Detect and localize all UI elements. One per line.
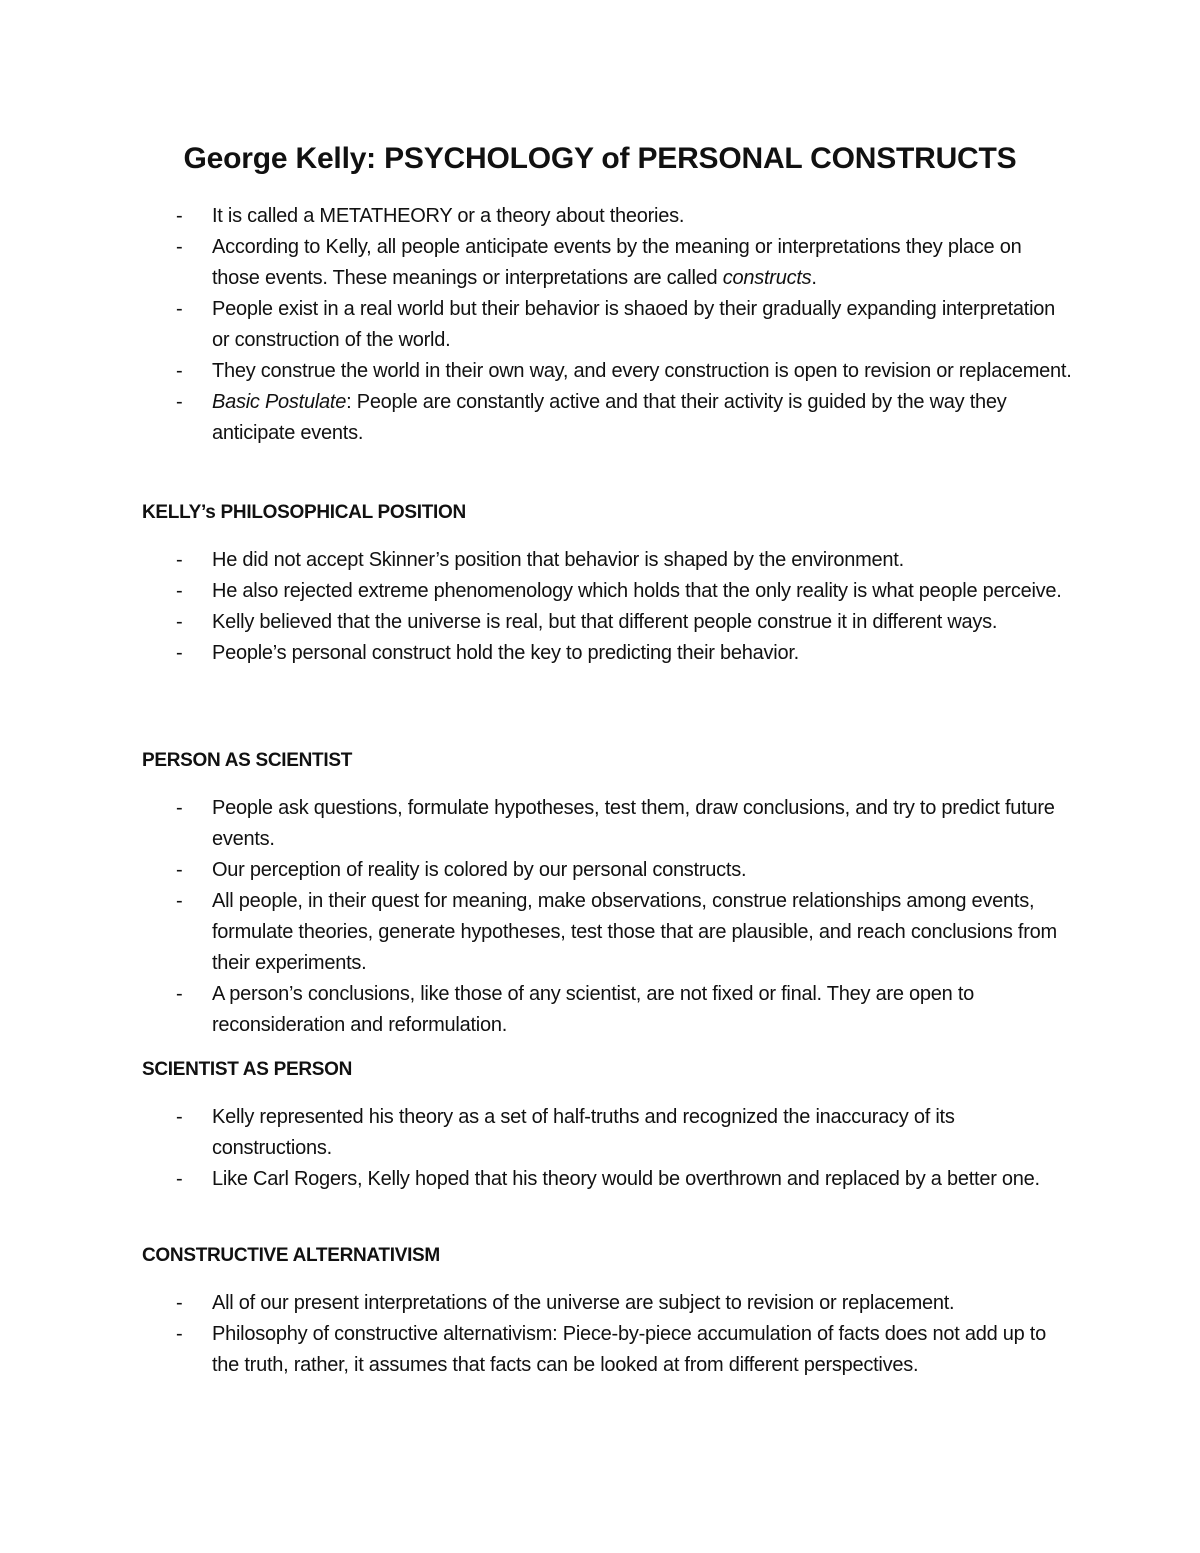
list-item: - People exist in a real world but their behavior is shaoed by their gradually expanding interpretation or construction of the world. (0, 294, 1072, 356)
section-heading: CONSTRUCTIVE ALTERNATIVISM (142, 1245, 440, 1266)
list-item: - It is called a METATHEORY or a theory about theories. (0, 201, 1072, 232)
list-item: - People ask questions, formulate hypotheses, test them, draw conclusions, and try to predict future events. (0, 793, 1072, 855)
bullet-dash: - (176, 797, 183, 819)
bullet-dash: - (176, 642, 183, 664)
list-item: - They construe the world in their own way, and every construction is open to revision or replacement. (0, 356, 1072, 387)
bullet-dash: - (176, 298, 183, 320)
bullet-dash: - (176, 890, 183, 912)
list-item: - Philosophy of constructive alternativism: Piece-by-piece accumulation of facts does not add up to the truth, rather, it assumes that facts can be looked at from different perspectives. (0, 1319, 1072, 1381)
bullet-dash: - (176, 983, 183, 1005)
list-item: - All of our present interpretations of the universe are subject to revision or replacement. (0, 1288, 1072, 1319)
bullet-dash: - (176, 549, 183, 571)
bullet-dash: - (176, 580, 183, 602)
list-item: - Kelly believed that the universe is real, but that different people construe it in different ways. (0, 607, 1072, 638)
italic-term: constructs (722, 267, 812, 289)
list-item: - People’s personal construct hold the key to predicting their behavior. (0, 638, 1072, 669)
list-item: - All people, in their quest for meaning, make observations, construe relationships among events, formulate theories, generate hypotheses, test those that are plausible, and reach conclusions from their experiments. (0, 886, 1072, 979)
bullet-dash: - (176, 1168, 183, 1190)
section-list (0, 793, 1200, 1041)
list-item: - Our perception of reality is colored by our personal constructs. (0, 855, 1072, 886)
bullet-dash: - (176, 1292, 183, 1314)
bullet-dash: - (176, 1323, 183, 1345)
italic-term: Basic Postulate (212, 391, 347, 413)
section-list (0, 1288, 1200, 1381)
bullet-dash: - (176, 1106, 183, 1128)
section-list (0, 545, 1200, 669)
bullet-dash: - (176, 391, 183, 413)
page-title: George Kelly: PSYCHOLOGY of PERSONAL CONSTRUCTS (183, 142, 1017, 175)
section-heading: PERSON AS SCIENTIST (142, 750, 353, 771)
intro-list (0, 201, 1200, 449)
bullet-dash: - (176, 360, 183, 382)
section-heading: KELLY’s PHILOSOPHICAL POSITION (142, 502, 466, 523)
bullet-dash: - (176, 236, 183, 258)
list-item: - According to Kelly, all people anticipate events by the meaning or interpretations they place on those events. These meanings or interpretations are called constructs. (0, 232, 1072, 294)
list-item: - A person’s conclusions, like those of any scientist, are not fixed or final. They are open to reconsideration and reformulation. (0, 979, 1072, 1041)
bullet-dash: - (176, 205, 183, 227)
section-list (0, 1102, 1200, 1195)
section-heading: SCIENTIST AS PERSON (142, 1059, 353, 1080)
bullet-dash: - (176, 859, 183, 881)
list-item: - Kelly represented his theory as a set of half-truths and recognized the inaccuracy of its constructions. (0, 1102, 1072, 1164)
list-item: - Like Carl Rogers, Kelly hoped that his theory would be overthrown and replaced by a better one. (0, 1164, 1072, 1195)
list-item: - He also rejected extreme phenomenology which holds that the only reality is what people perceive. (0, 576, 1072, 607)
list-item: - He did not accept Skinner’s position that behavior is shaped by the environment. (0, 545, 1072, 576)
bullet-dash: - (176, 611, 183, 633)
list-item: - Basic Postulate: People are constantly active and that their activity is guided by the way they anticipate events. (0, 387, 1072, 449)
